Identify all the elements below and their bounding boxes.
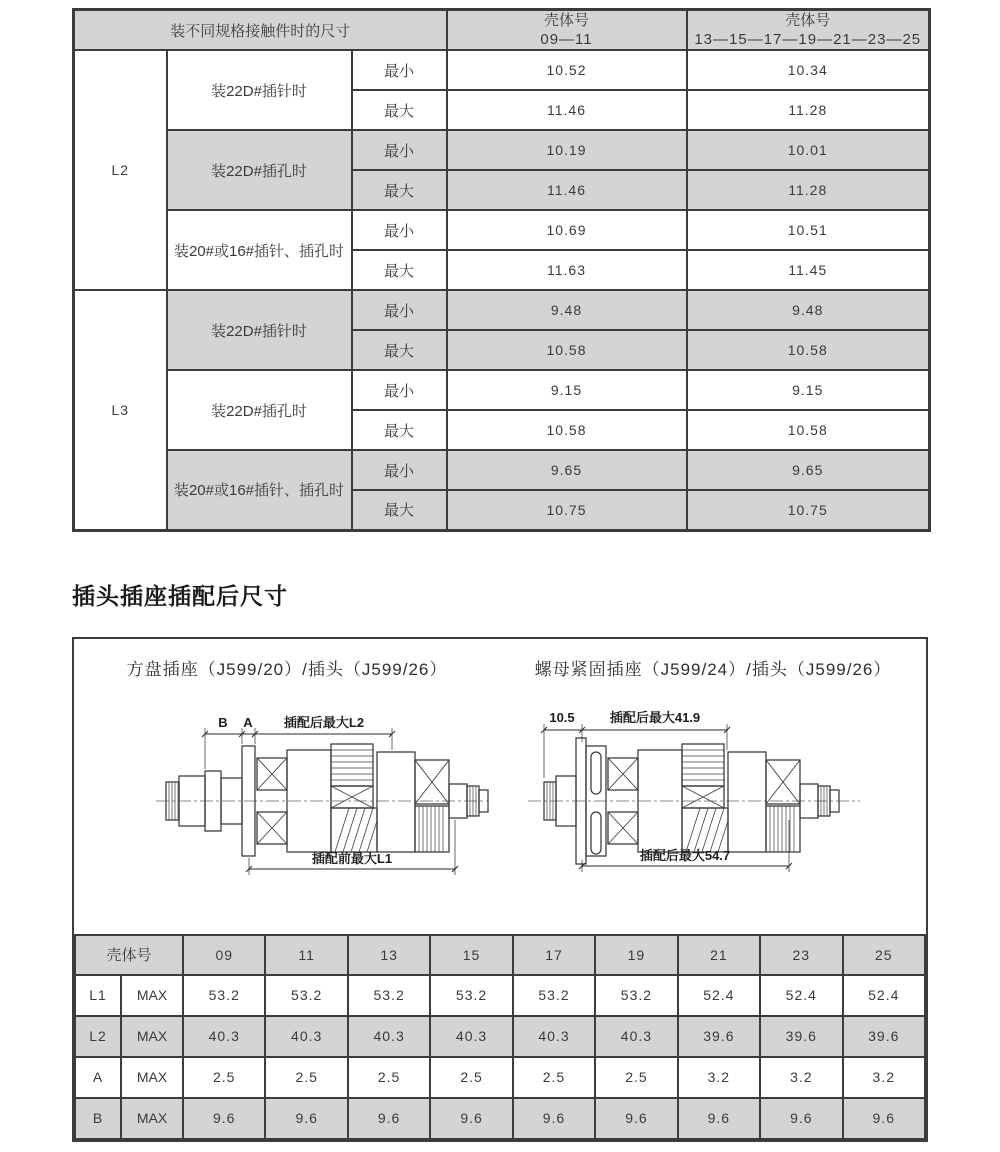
value-cell: 52.4: [843, 975, 925, 1016]
value-cell: 9.48: [687, 290, 930, 330]
dim-label-l1: 插配前最大L1: [311, 850, 393, 866]
value-cell: 11.63: [447, 250, 687, 290]
row-desc: 装22D#插针时: [167, 290, 352, 370]
row-limit: MAX: [121, 1016, 183, 1057]
value-cell: 39.6: [760, 1016, 842, 1057]
table-header-row: [74, 10, 930, 51]
value-cell: 11.46: [447, 90, 687, 130]
square-flange-connector-drawing: [152, 694, 492, 899]
diagrams-area: [74, 639, 926, 934]
value-cell: 9.6: [595, 1098, 677, 1139]
value-cell: 11.46: [447, 170, 687, 210]
shell-col: 17: [513, 935, 595, 975]
limit-cell: 最小: [352, 290, 447, 330]
value-cell: 3.2: [843, 1057, 925, 1098]
value-cell: 52.4: [678, 975, 760, 1016]
table-header-row: [75, 935, 925, 975]
value-cell: 9.65: [687, 450, 930, 490]
row-name: A: [75, 1057, 121, 1098]
right-diagram-title: 螺母紧固插座（J599/24）/插头（J599/26）: [534, 659, 892, 679]
table-row: [75, 1098, 925, 1139]
shell-col: 11: [265, 935, 347, 975]
value-cell: 9.6: [183, 1098, 265, 1139]
table-row: [75, 975, 925, 1016]
row-limit: MAX: [121, 1098, 183, 1139]
section-title: 插头插座插配后尺寸: [72, 582, 288, 609]
row-desc: 装22D#插孔时: [167, 370, 352, 450]
value-cell: 53.2: [595, 975, 677, 1016]
header-shell-label: 壳体号: [543, 12, 589, 29]
dim-label-b: B: [218, 714, 228, 730]
value-cell: 9.15: [447, 370, 687, 410]
value-cell: 10.69: [447, 210, 687, 250]
value-cell: 10.52: [447, 50, 687, 90]
limit-cell: 最小: [352, 370, 447, 410]
limit-cell: 最小: [352, 210, 447, 250]
row-name: B: [75, 1098, 121, 1139]
left-diagram-title: 方盘插座（J599/20）/插头（J599/26）: [126, 659, 448, 679]
value-cell: 9.6: [843, 1098, 925, 1139]
value-cell: 10.58: [687, 410, 930, 450]
value-cell: 53.2: [265, 975, 347, 1016]
value-cell: 53.2: [183, 975, 265, 1016]
row-desc: 装20#或16#插针、插孔时: [167, 450, 352, 530]
value-cell: 2.5: [183, 1057, 265, 1098]
value-cell: 11.45: [687, 250, 930, 290]
shell-col: 09: [183, 935, 265, 975]
value-cell: 9.15: [687, 370, 930, 410]
row-desc: 装22D#插针时: [167, 50, 352, 130]
contact-dimensions-table: [72, 8, 931, 532]
value-cell: 2.5: [595, 1057, 677, 1098]
diagram-drawings: [74, 694, 926, 899]
group-label-L3: L3: [74, 290, 167, 530]
value-cell: 2.5: [348, 1057, 430, 1098]
value-cell: 40.3: [513, 1016, 595, 1057]
value-cell: 9.6: [348, 1098, 430, 1139]
value-cell: 10.58: [447, 410, 687, 450]
limit-cell: 最大: [352, 490, 447, 530]
value-cell: 53.2: [513, 975, 595, 1016]
value-cell: 40.3: [430, 1016, 512, 1057]
table-row: [74, 50, 930, 90]
group-label-L2: L2: [74, 50, 167, 290]
shell-size-table: [74, 934, 926, 1140]
value-cell: 9.6: [265, 1098, 347, 1139]
value-cell: 40.3: [183, 1016, 265, 1057]
jam-nut-connector-drawing: [524, 694, 864, 899]
table-row: [75, 1016, 925, 1057]
value-cell: 9.6: [760, 1098, 842, 1139]
dim-label-l2: 插配后最大L2: [283, 714, 365, 730]
header-shell-09-11: [447, 10, 687, 51]
shell-col: 25: [843, 935, 925, 975]
row-limit: MAX: [121, 1057, 183, 1098]
value-cell: 52.4: [760, 975, 842, 1016]
shell-col: 21: [678, 935, 760, 975]
value-cell: 11.28: [687, 170, 930, 210]
row-name: L2: [75, 1016, 121, 1057]
value-cell: 10.19: [447, 130, 687, 170]
value-cell: 40.3: [348, 1016, 430, 1057]
shell-number-label: 壳体号: [75, 935, 183, 975]
table-row: [74, 370, 930, 410]
header-shell-range: 09—11: [540, 31, 593, 48]
dim-label-54-7: 插配后最大54.7: [639, 847, 731, 863]
value-cell: 53.2: [430, 975, 512, 1016]
table-row: [75, 1057, 925, 1098]
value-cell: 9.6: [513, 1098, 595, 1139]
limit-cell: 最大: [352, 170, 447, 210]
limit-cell: 最大: [352, 250, 447, 290]
value-cell: 10.58: [687, 330, 930, 370]
value-cell: 39.6: [843, 1016, 925, 1057]
header-shell-range: 13—15—17—19—21—23—25: [694, 31, 922, 48]
dim-label-41-9: 插配后最大41.9: [609, 709, 701, 725]
value-cell: 10.75: [687, 490, 930, 530]
value-cell: 53.2: [348, 975, 430, 1016]
table-row: [74, 290, 930, 330]
value-cell: 10.51: [687, 210, 930, 250]
shell-col: 23: [760, 935, 842, 975]
mated-dimensions-box: [72, 637, 928, 1142]
shell-col: 19: [595, 935, 677, 975]
header-shell-13-25: [687, 10, 930, 51]
limit-cell: 最小: [352, 130, 447, 170]
value-cell: 2.5: [430, 1057, 512, 1098]
connector-outline: [166, 744, 488, 856]
row-desc: 装22D#插孔时: [167, 130, 352, 210]
dim-label-a: A: [243, 714, 253, 730]
value-cell: 10.34: [687, 50, 930, 90]
value-cell: 10.58: [447, 330, 687, 370]
limit-cell: 最大: [352, 410, 447, 450]
value-cell: 10.01: [687, 130, 930, 170]
value-cell: 2.5: [513, 1057, 595, 1098]
limit-cell: 最小: [352, 50, 447, 90]
value-cell: 11.28: [687, 90, 930, 130]
shell-col: 13: [348, 935, 430, 975]
value-cell: 3.2: [678, 1057, 760, 1098]
header-desc: 装不同规格接触件时的尺寸: [74, 10, 447, 51]
thread-section: [682, 808, 728, 852]
table-row: [74, 130, 930, 170]
value-cell: 10.75: [447, 490, 687, 530]
table-row: [74, 450, 930, 490]
row-desc: 装20#或16#插针、插孔时: [167, 210, 352, 290]
limit-cell: 最大: [352, 90, 447, 130]
limit-cell: 最小: [352, 450, 447, 490]
thread-section: [331, 808, 377, 852]
table-row: [74, 210, 930, 250]
value-cell: 39.6: [678, 1016, 760, 1057]
value-cell: 3.2: [760, 1057, 842, 1098]
nut-slot: [591, 812, 601, 854]
value-cell: 9.65: [447, 450, 687, 490]
value-cell: 40.3: [595, 1016, 677, 1057]
dim-label-10-5: 10.5: [549, 709, 575, 725]
value-cell: 9.6: [678, 1098, 760, 1139]
limit-cell: 最大: [352, 330, 447, 370]
diagram-titles: [74, 655, 926, 680]
value-cell: 40.3: [265, 1016, 347, 1057]
nut-slot: [591, 752, 601, 794]
value-cell: 9.6: [430, 1098, 512, 1139]
header-shell-label: 壳体号: [785, 12, 831, 29]
value-cell: 9.48: [447, 290, 687, 330]
shell-col: 15: [430, 935, 512, 975]
row-name: L1: [75, 975, 121, 1016]
row-limit: MAX: [121, 975, 183, 1016]
value-cell: 2.5: [265, 1057, 347, 1098]
